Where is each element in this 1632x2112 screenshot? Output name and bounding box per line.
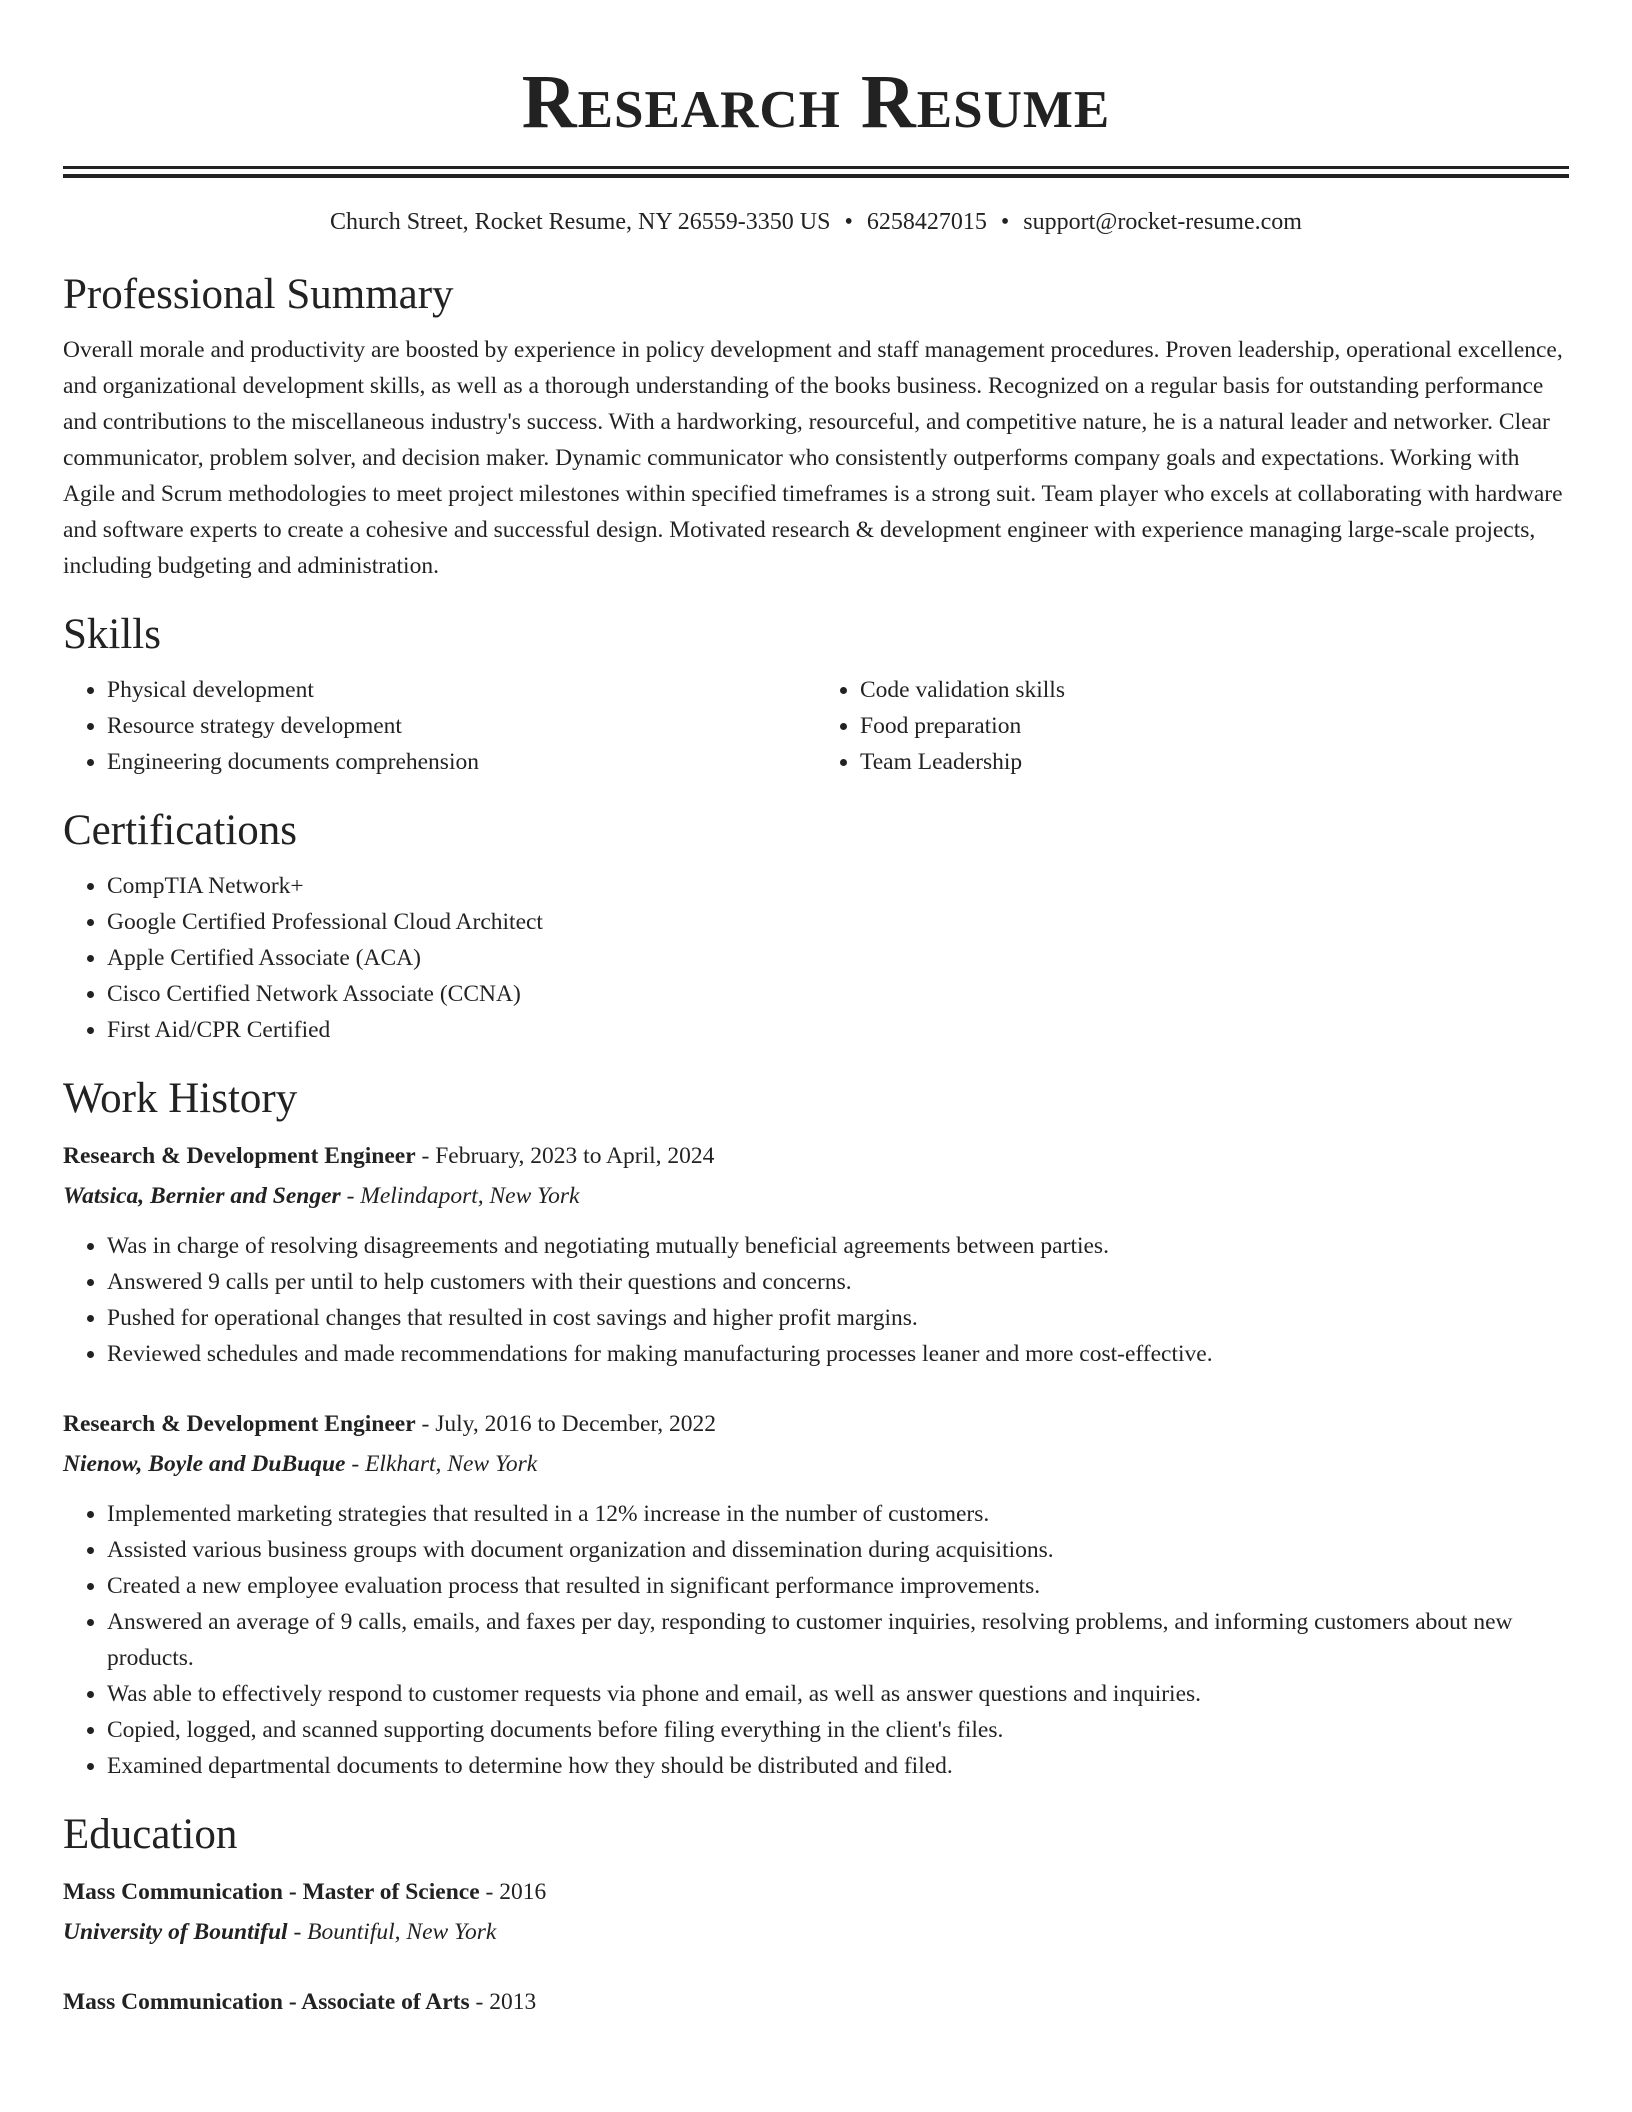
graduation-year: 2016 bbox=[499, 1879, 547, 1905]
skill-item: • Team Leadership bbox=[860, 744, 1569, 780]
certification-item: • Google Certified Professional Cloud Architect bbox=[107, 904, 1569, 940]
skill-item: • Physical development bbox=[107, 672, 816, 708]
job-bullet: • Examined departmental documents to determine how they should be distributed and filed. bbox=[107, 1748, 1569, 1784]
job-location: Elkhart, New York bbox=[365, 1451, 538, 1477]
job-employer bbox=[63, 1446, 1569, 1482]
education-heading: Education bbox=[63, 1811, 238, 1858]
job-dates: July, 2016 to December, 2022 bbox=[435, 1411, 717, 1437]
education-header bbox=[63, 1874, 1569, 1910]
certification-item: • CompTIA Network+ bbox=[107, 868, 1569, 904]
job-bullet: • Copied, logged, and scanned supporting documents before filing everything in the client's files. bbox=[107, 1712, 1569, 1748]
dash: - bbox=[340, 1183, 361, 1209]
job-bullet: • Was able to effectively respond to customer requests via phone and email, as well as answer questions and inquiries. bbox=[107, 1676, 1569, 1712]
job-company: Watsica, Bernier and Senger bbox=[63, 1183, 341, 1209]
certification-item: • First Aid/CPR Certified bbox=[107, 1012, 1569, 1048]
certification-item: • Cisco Certified Network Associate (CCNA) bbox=[107, 976, 1569, 1012]
contact-email: support@rocket-resume.com bbox=[1023, 209, 1302, 235]
dash: - bbox=[287, 1919, 308, 1945]
job-location: Melindaport, New York bbox=[360, 1183, 580, 1209]
resume-title: Research Resume bbox=[521, 60, 1111, 144]
skills-heading: Skills bbox=[63, 611, 161, 658]
contact-address: Church Street, Rocket Resume, NY 26559-3350 US bbox=[330, 209, 831, 235]
job-bullet: • Answered 9 calls per until to help customers with their questions and concerns. bbox=[107, 1264, 1569, 1300]
dash: - bbox=[469, 1989, 490, 2015]
dash: - bbox=[415, 1411, 436, 1437]
job-company: Nienow, Boyle and DuBuque bbox=[63, 1451, 346, 1477]
skill-item: • Food preparation bbox=[860, 708, 1569, 744]
job-bullets bbox=[63, 1496, 1569, 1784]
job-title: Research & Development Engineer bbox=[63, 1143, 416, 1169]
work-history-heading: Work History bbox=[63, 1075, 298, 1122]
contact-line bbox=[63, 206, 1569, 238]
skill-item: • Code validation skills bbox=[860, 672, 1569, 708]
skill-item: • Engineering documents comprehension bbox=[107, 744, 816, 780]
dash: - bbox=[345, 1451, 366, 1477]
degree: Mass Communication - Associate of Arts bbox=[63, 1989, 470, 2015]
skills-column-right bbox=[816, 672, 1569, 780]
summary-heading: Professional Summary bbox=[63, 271, 454, 318]
skills-list bbox=[63, 660, 1569, 780]
job-bullet: • Pushed for operational changes that resulted in cost savings and higher profit margins. bbox=[107, 1300, 1569, 1336]
title-divider bbox=[63, 166, 1569, 178]
dash: - bbox=[415, 1143, 436, 1169]
degree: Mass Communication - Master of Science bbox=[63, 1879, 480, 1905]
job-entry bbox=[63, 1406, 1569, 1784]
job-bullet: • Implemented marketing strategies that resulted in a 12% increase in the number of customers. bbox=[107, 1496, 1569, 1532]
skill-item: • Resource strategy development bbox=[107, 708, 816, 744]
job-header bbox=[63, 1138, 1569, 1174]
graduation-year: 2013 bbox=[489, 1989, 537, 2015]
education-school bbox=[63, 1914, 1569, 1950]
education-entry bbox=[63, 1984, 1569, 2020]
job-bullets bbox=[63, 1228, 1569, 1372]
job-bullet: • Created a new employee evaluation process that resulted in significant performance improvements. bbox=[107, 1568, 1569, 1604]
school-name: University of Bountiful bbox=[63, 1919, 288, 1945]
certification-item: • Apple Certified Associate (ACA) bbox=[107, 940, 1569, 976]
contact-separator: • bbox=[844, 209, 853, 235]
contact-phone: 6258427015 bbox=[866, 209, 987, 235]
summary-text: Overall morale and productivity are boosted by experience in policy development and staff management procedures. Proven leadership, operational excellence, and organizational development skills, as well as a thorough understanding of the books business. Recognized on a regular basis for outstanding performance and contributions to the miscellaneous industry's success. With a hardworking, resourceful, and competitive nature, he is a natural leader and networker. Clear communicator, problem solver, and decision maker. Dynamic communicator who consistently outperforms company goals and expectations. Working with Agile and Scrum methodologies to meet project milestones within specified timeframes is a strong suit. Team player who excels at collaborating with hardware and software experts to create a cohesive and successful design. Motivated research & development engineer with experience managing large-scale projects, including budgeting and administration. bbox=[63, 337, 1563, 579]
job-bullet: • Was in charge of resolving disagreements and negotiating mutually beneficial agreements between parties. bbox=[107, 1228, 1569, 1264]
job-dates: February, 2023 to April, 2024 bbox=[435, 1143, 715, 1169]
skills-column-left bbox=[63, 672, 816, 780]
job-title: Research & Development Engineer bbox=[63, 1411, 416, 1437]
job-employer bbox=[63, 1178, 1569, 1214]
school-location: Bountiful, New York bbox=[307, 1919, 497, 1945]
contact-separator: • bbox=[1000, 209, 1010, 235]
certifications-heading: Certifications bbox=[63, 807, 298, 854]
job-bullet: • Assisted various business groups with document organization and dissemination during acquisitions. bbox=[107, 1532, 1569, 1568]
job-header bbox=[63, 1406, 1569, 1442]
certifications-list bbox=[63, 868, 1569, 1048]
education-header bbox=[63, 1984, 1569, 2020]
job-bullet: • Reviewed schedules and made recommendations for making manufacturing processes leaner and more cost-effective. bbox=[107, 1336, 1569, 1372]
job-entry bbox=[63, 1138, 1569, 1372]
job-bullet: • Answered an average of 9 calls, emails, and faxes per day, responding to customer inquiries, resolving problems, and informing customers about new products. bbox=[107, 1604, 1569, 1676]
education-entry bbox=[63, 1874, 1569, 1950]
dash: - bbox=[479, 1879, 500, 1905]
